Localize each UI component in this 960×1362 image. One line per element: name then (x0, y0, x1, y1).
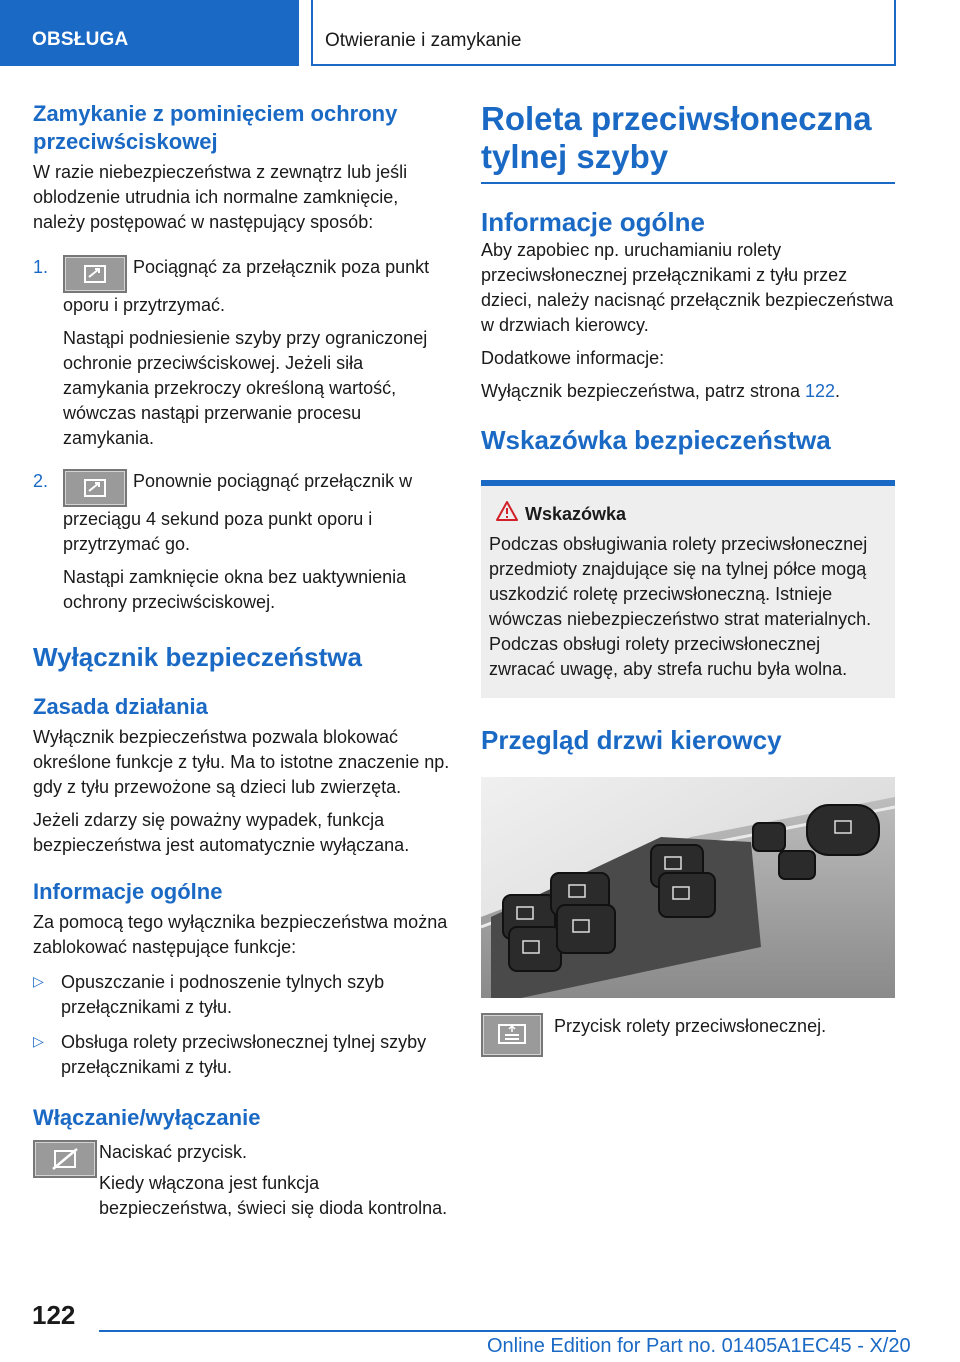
footer-rule (99, 1330, 896, 1332)
warning-text: Podczas obsługiwania rolety przeciwsłonecznej przedmioty znajdujące się na tylnej półce mogą uszkodzić roletę przeciwsłoneczną. Istnieje wówczas niebezpieczeństwo strat materialnych. Podczas obsługi rolety przeciwsłonecznej zwracać uwagę, aby strefa ruchu była wolna. (489, 534, 872, 679)
step-number: 2. (33, 471, 49, 491)
paragraph-function-1: Wyłącznik bezpieczeństwa pozwala blokować określone funkcje z tyłu. Ma to istotne znaczenie np. gdy z tyłu przewożone są dzieci lub zwierzęta. (33, 727, 450, 797)
heading-close-override: Zamykanie z pominięciem ochrony przeciwściskowej (33, 101, 398, 154)
window-switch-icon (63, 255, 127, 293)
step-2-text: Ponownie pociągnąć przełącznik w przeciągu 4 sekund poza punkt oporu i przytrzymać go. (63, 471, 413, 554)
bullet-triangle-icon: ▷ (33, 1033, 44, 1049)
list-item-text: Opuszczanie i podnoszenie tylnych szyb przełącznikami z tyłu. (61, 972, 385, 1017)
paragraph-general-info: Za pomocą tego wyłącznika bezpieczeństwa można zablokować następujące funkcje: (33, 912, 448, 957)
window-switch-icon (63, 469, 127, 507)
paragraph-function-2: Jeżeli zdarzy się poważny wypadek, funkcja bezpieczeństwa jest automatycznie wyłączana. (33, 810, 410, 855)
chapter-tab (311, 0, 896, 66)
warning-title (489, 502, 887, 526)
page-number: 122 (32, 1300, 76, 1330)
list-item (33, 1030, 451, 1080)
paragraph-general-info: Aby zapobiec np. uruchamianiu rolety przeciwsłonecznej przełącznikami z tyłu przez dzieci, należy nacisnąć przełącznik bezpieczeństwa w drzwiach kierowcy. (481, 240, 894, 335)
step-1-note: Nastąpi podniesienie szyby przy ograniczonej ochronie przeciwściskowej. Jeżeli siła zamykania przekroczy określoną wartość, wówczas nastąpi przerwanie procesu zamykania. (63, 328, 428, 448)
warning-box (481, 480, 895, 698)
list-item-text: Obsługa rolety przeciwsłonecznej tylnej szyby przełącznikami z tyłu. (61, 1032, 427, 1077)
heading-general-info: Informacje ogólne (481, 207, 705, 237)
heading-rule (481, 182, 895, 184)
heading-safety-switch: Wyłącznik bezpieczeństwa (33, 642, 362, 672)
step-1-text: Pociągnąć za przełącznik poza punkt oporu i przytrzymać. (63, 257, 430, 315)
left-column (33, 100, 451, 1221)
caption-text: Przycisk rolety przeciwsłonecznej. (554, 1016, 827, 1036)
bullet-triangle-icon: ▷ (33, 973, 44, 989)
paragraph-on-off-1: Naciskać przycisk. (99, 1142, 248, 1162)
paragraph-more-info: Dodatkowe informacje: (481, 348, 665, 368)
chapter-label: Otwieranie i zamykanie (325, 30, 522, 51)
paragraph-on-off-2: Kiedy włączona jest funkcja bezpieczeństwa, świeci się dioda kontrolna. (99, 1173, 448, 1218)
footer-edition: Online Edition for Part no. 01405A1EC45 - X/20 (487, 1335, 911, 1357)
section-label: OBSŁUGA (32, 29, 129, 50)
section-tab (0, 0, 299, 66)
heading-door-overview: Przegląd drzwi kierowcy (481, 725, 782, 755)
heading-on-off: Włączanie/wyłączanie (33, 1105, 261, 1130)
paragraph-close: W razie niebezpieczeństwa z zewnątrz lub jeśli oblodzenie utrudnia ich normalne zamknięcie, należy postępować w następujący sposób: (33, 162, 408, 232)
heading-function: Zasada działania (33, 694, 208, 719)
right-column (481, 100, 895, 756)
heading-general-info: Informacje ogólne (33, 879, 223, 904)
paragraph-reference (481, 379, 895, 404)
photo-caption (481, 1013, 895, 1039)
door-switch-photo (481, 777, 895, 998)
step-number: 1. (33, 257, 49, 277)
reference-text: Wyłącznik bezpieczeństwa, patrz strona (481, 381, 805, 401)
reference-end: . (835, 381, 841, 401)
warning-title-text: Wskazówka (525, 504, 627, 524)
list-item (33, 970, 451, 1020)
step-2 (33, 469, 451, 615)
step-1 (33, 255, 451, 451)
page-link[interactable]: 122 (804, 381, 836, 401)
heading-safety-note: Wskazówka bezpieczeństwa (481, 425, 831, 455)
heading-sunblind: Roleta przeciwsłoneczna tylnej szyby (481, 100, 872, 175)
sunblind-button-icon (481, 1013, 543, 1057)
safety-switch-icon (33, 1140, 97, 1178)
step-2-note: Nastąpi zamknięcie okna bez uaktywnienia ochrony przeciwściskowej. (63, 567, 407, 612)
warning-triangle-icon (495, 500, 519, 522)
